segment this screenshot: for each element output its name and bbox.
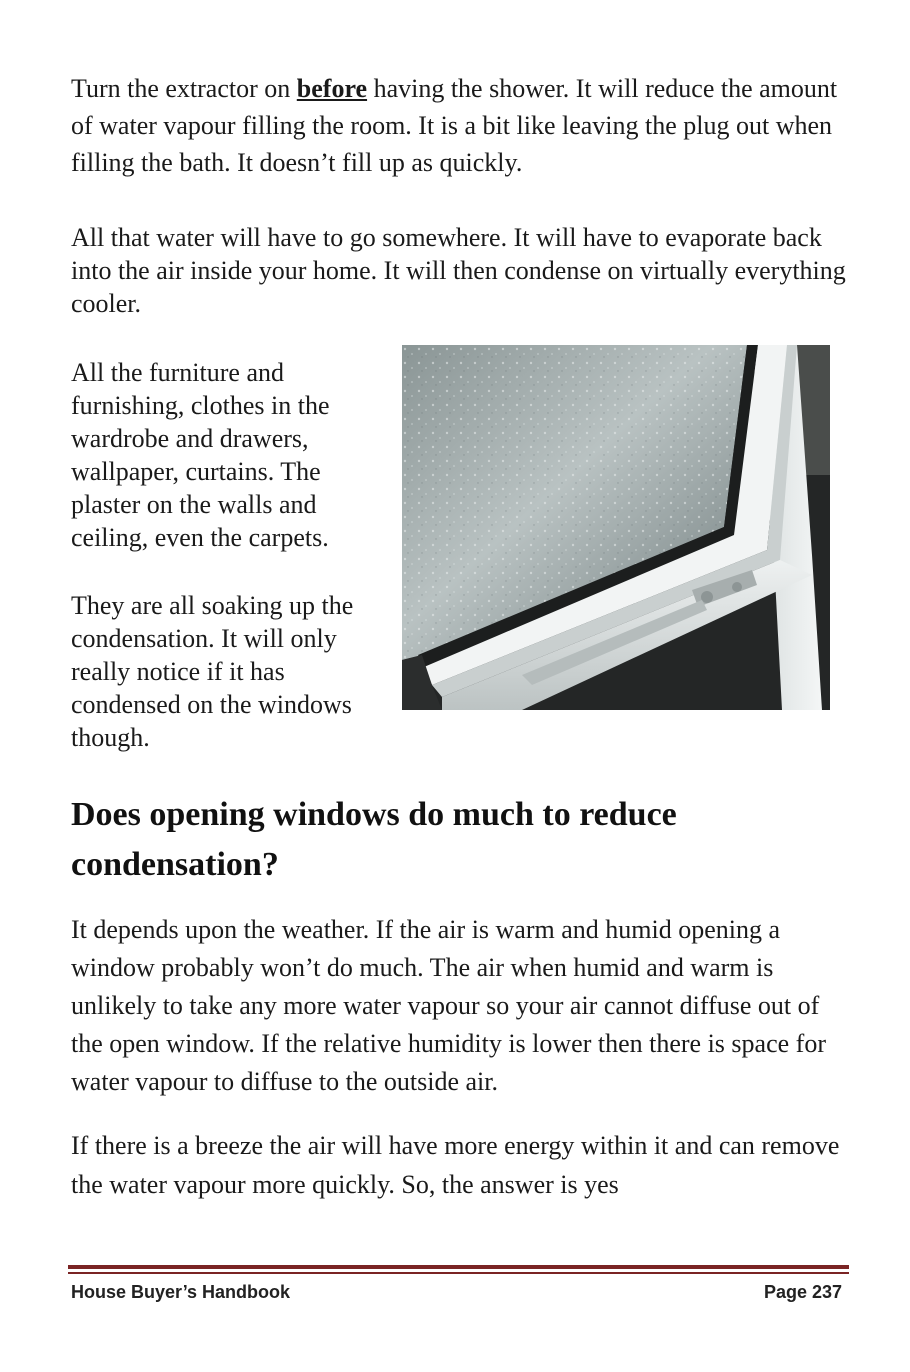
footer-book-title: House Buyer’s Handbook bbox=[71, 1282, 291, 1302]
paragraph-furniture: All the furniture and furnishing, clothes in the wardrobe and drawers, wallpaper, curtains. The plaster on the walls and ceiling, even the carpets. bbox=[71, 358, 330, 552]
section-heading: Does opening windows do much to reduce condensation? bbox=[71, 796, 677, 883]
paragraph-weather: It depends upon the weather. If the air is warm and humid opening a window probably won’t do much. The air when humid and warm is unlikely to take any more water vapour so your air cannot diffuse out of the open window. If the relative humidity is lower then there is space for water vapour to diffuse to the outside air. bbox=[71, 915, 826, 1096]
footer-divider-thick bbox=[68, 1265, 849, 1269]
footer-page-number: Page 237 bbox=[763, 1282, 842, 1302]
paragraph-breeze: If there is a breeze the air will have more energy within it and can remove the water vapour more quickly. So, the answer is yes bbox=[71, 1131, 840, 1199]
paragraph-soaking: They are all soaking up the condensation. It will only really notice if it has condensed on the windows though. bbox=[71, 591, 354, 752]
footer-divider-thin bbox=[68, 1272, 849, 1274]
paragraph-extractor-end: having the shower. It will reduce the amount of water vapour filling the room. It is a bit like leaving the plug out when filling the bath. It doesn’t fill up as quickly. bbox=[71, 74, 838, 177]
paragraph-extractor-start: Turn the extractor on bbox=[71, 74, 297, 103]
paragraph-evaporate: All that water will have to go somewhere. It will have to evaporate back into the air inside your home. It will then condense on virtually everything cooler. bbox=[71, 223, 846, 318]
paragraph-extractor bbox=[71, 70, 851, 181]
emphasis-before: before bbox=[296, 74, 368, 103]
condensation-window-photo bbox=[402, 345, 830, 710]
